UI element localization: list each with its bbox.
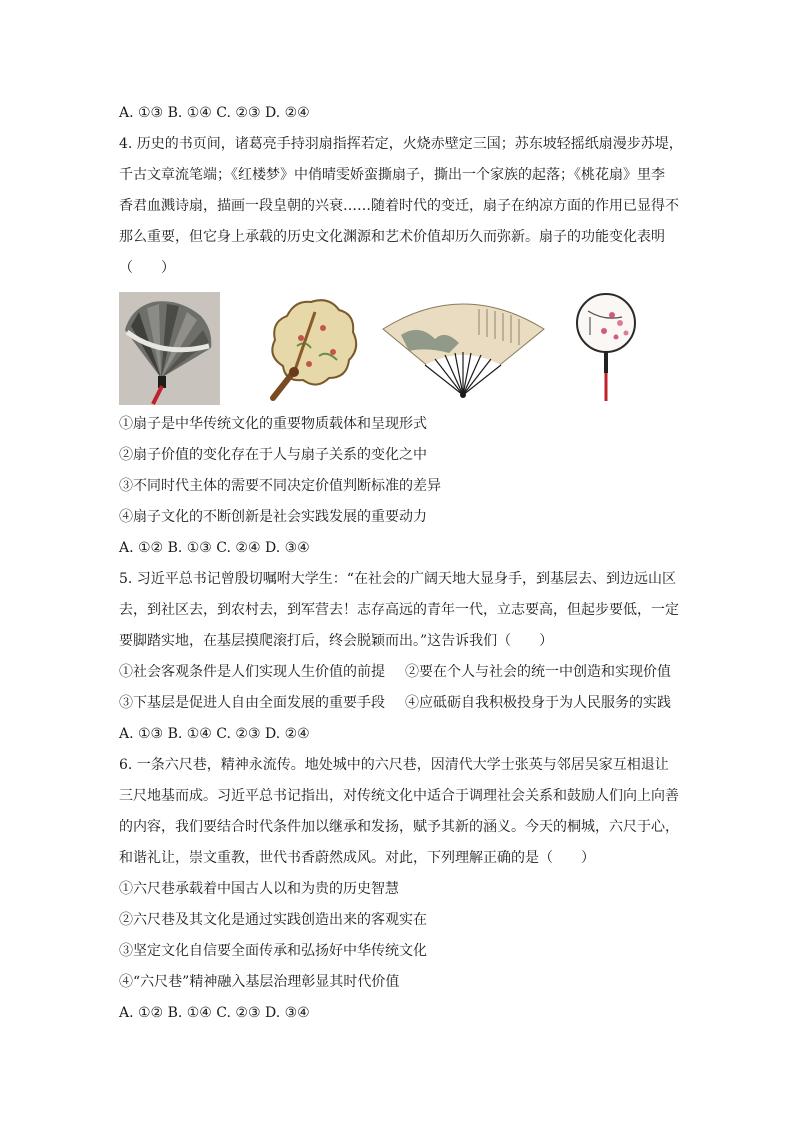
q6-answer-choices: A. ①② B. ①④ C. ②③ D. ③④ xyxy=(119,1005,310,1021)
q4-option-3: ③不同时代主体的需要不同决定价值判断标准的差异 xyxy=(119,478,441,494)
q5-option-3: ③下基层是促进人自由全面发展的重要手段 xyxy=(119,695,385,711)
q5-stem-line-1: 5. 习近平总书记曾殷切嘱咐大学生：“在社会的广阔天地大显身手，到基层去、到边远山区 xyxy=(119,571,676,587)
q3-answer-choices: A. ①③ B. ①④ C. ②③ D. ②④ xyxy=(119,105,310,121)
q5-option-4: ④应砥砺自我积极投身于为人民服务的实践 xyxy=(405,695,671,711)
q4-stem-line-4: 那么重要，但它身上承载的历史文化渊源和艺术价值却历久而弥新。扇子的功能变化表明 xyxy=(119,229,665,245)
q6-stem-line-4: 和谐礼让，崇文重教，世代书香蔚然成风。对此，下列理解正确的是（ ） xyxy=(119,850,595,866)
q4-option-4: ④扇子文化的不断创新是社会实践发展的重要动力 xyxy=(119,509,427,525)
q4-option-1: ①扇子是中华传统文化的重要物质载体和呈现形式 xyxy=(119,416,427,432)
q6-stem-line-1: 6. 一条六尺巷，精神永流传。地处城中的六尺巷，因清代大学士张英与邻居吴家互相退让 xyxy=(119,757,669,773)
q6-stem-line-2: 三尺地基而成。习近平总书记指出，对传统文化中适合于调理社会关系和鼓励人们向上向善 xyxy=(119,788,679,804)
q6-option-1: ①六尺巷承载着中国古人以和为贵的历史智慧 xyxy=(119,881,399,897)
q5-option-1: ①社会客观条件是人们实现人生价值的前提 xyxy=(119,664,385,680)
palm-leaf-fan-image xyxy=(249,294,363,403)
folding-fan-image xyxy=(379,295,548,404)
q4-stem-line-2: 千古文章流笔端；《红楼梦》中俏晴雯娇蛮撕扇子，撕出一个家族的起落；《桃花扇》里李 xyxy=(119,167,665,183)
q5-stem-line-2: 去，到社区去，到农村去，到军营去！志存高远的青年一代，立志要高，但起步要低，一定 xyxy=(119,602,679,618)
q6-option-4: ④“六尺巷”精神融入基层治理彰显其时代价值 xyxy=(119,974,400,990)
q4-option-2: ②扇子价值的变化存在于人与扇子关系的变化之中 xyxy=(119,447,427,463)
q5-option-2: ②要在个人与社会的统一中创造和实现价值 xyxy=(405,664,671,680)
q4-stem-line-1: 4. 历史的书页间，诸葛亮手持羽扇指挥若定，火烧赤壁定三国；苏东坡轻摇纸扇漫步苏堤， xyxy=(119,136,683,152)
q5-answer-choices: A. ①③ B. ①④ C. ②③ D. ②④ xyxy=(119,726,310,742)
q6-option-3: ③坚定文化自信要全面传承和弘扬好中华传统文化 xyxy=(119,943,427,959)
q5-stem-line-3: 要脚踏实地，在基层摸爬滚打后，终会脱颖而出。”这告诉我们（ ） xyxy=(119,633,554,649)
q4-stem-line-5: （ ） xyxy=(119,260,175,276)
q6-stem-line-3: 的内容，我们要结合时代条件加以继承和发扬，赋予其新的涵义。今天的桐城，六尺于心， xyxy=(119,819,679,835)
q4-answer-choices: A. ①② B. ①③ C. ②④ D. ③④ xyxy=(119,540,310,556)
q4-stem-line-3: 香君血溅诗扇，描画一段皇朝的兴衰……随着时代的变迁，扇子在纳凉方面的作用已显得不 xyxy=(119,198,679,214)
round-silk-fan-image xyxy=(568,291,645,406)
feather-fan-image xyxy=(119,292,220,405)
q6-option-2: ②六尺巷及其文化是通过实践创造出来的客观实在 xyxy=(119,912,427,928)
